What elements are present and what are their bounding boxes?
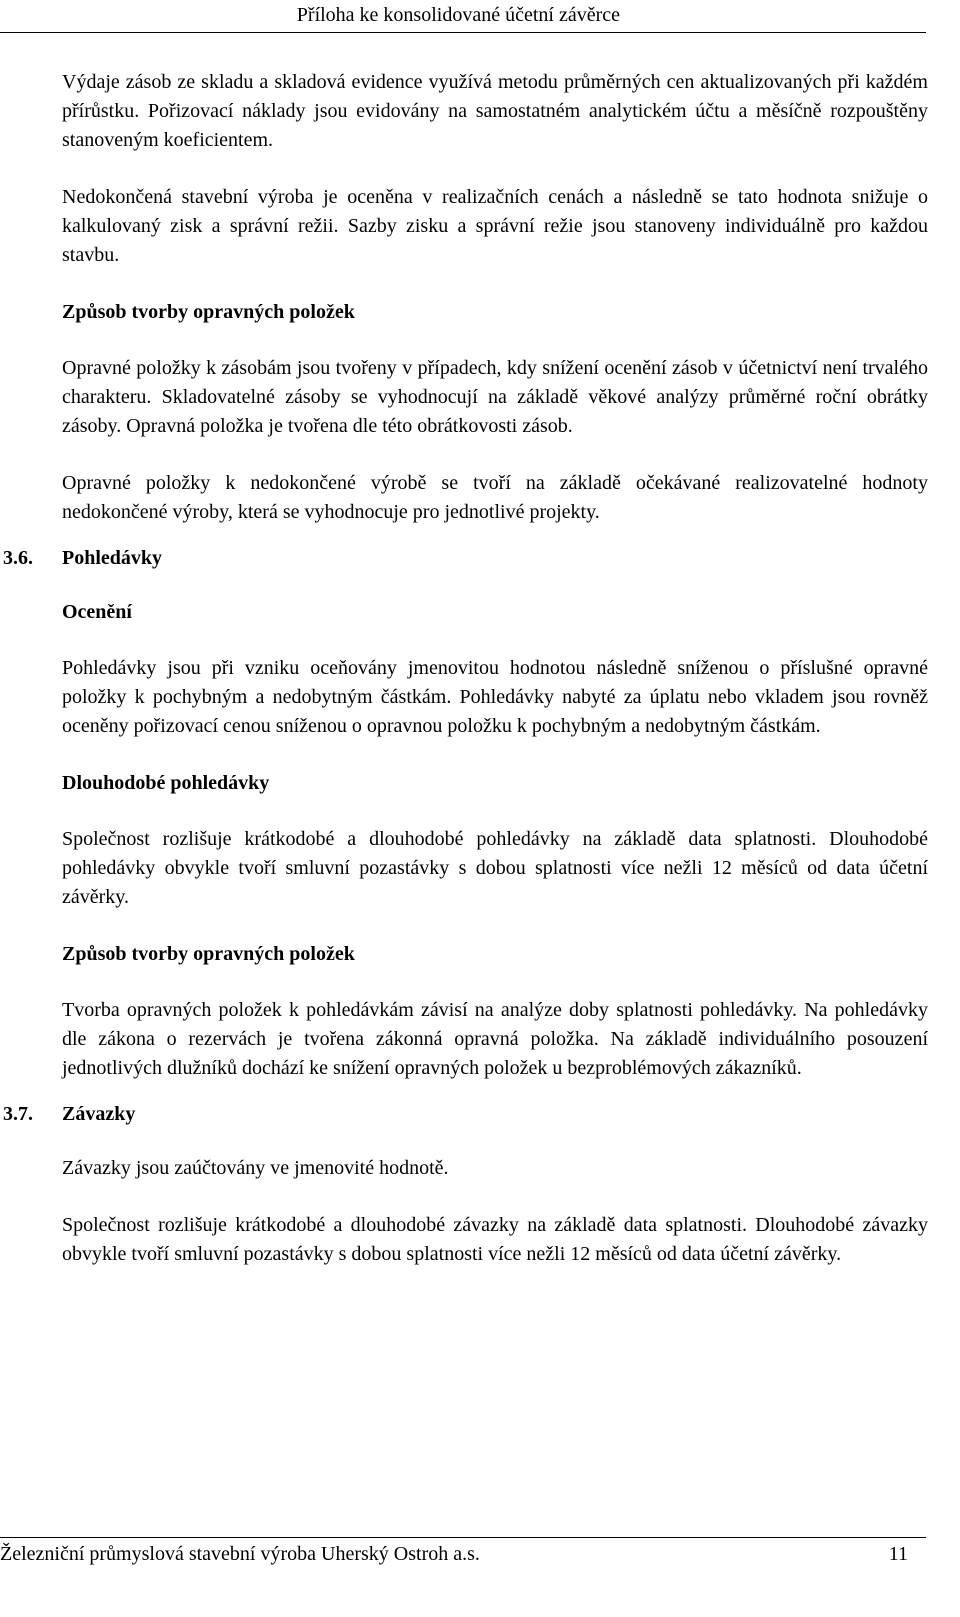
paragraph-long-term-receivables: Společnost rozlišuje krátkodobé a dlouhodobé pohledávky na základě data splatnosti. Dlouhodobé pohledávky obvykle tvoří smluvní pozastávky s dobou splatnosti více nežli 12 měsíců od data účetní závěrky.: [62, 828, 928, 908]
paragraph-liabilities-valuation: Závazky jsou zaúčtovány ve jmenovité hodnotě.: [62, 1157, 449, 1179]
paragraph-receivables-valuation: Pohledávky jsou při vzniku oceňovány jmenovitou hodnotou následně sníženou o příslušné opravné položky k pochybným a nedobytným částkám. Pohledávky nabyté za úplatu nebo vkladem jsou rovněž oceněny pořizovací cenou sníženou o opravnou položku k pochybným a nedobytným částkám.: [62, 657, 928, 737]
subheading-inventory-provisions: Způsob tvorby opravných položek: [62, 301, 355, 323]
section-heading-liabilities: [3, 1100, 928, 1129]
subheading-long-term-receivables: Dlouhodobé pohledávky: [62, 772, 270, 794]
paragraph-liabilities-split: Společnost rozlišuje krátkodobé a dlouhodobé závazky na základě data splatnosti. Dlouhodobé závazky obvykle tvoří smluvní pozastávky s dobou splatnosti více nežli 12 měsíců od data účetní závěrky.: [62, 1214, 928, 1265]
section-title: Pohledávky: [62, 547, 163, 569]
section-title: Závazky: [62, 1103, 136, 1125]
section-number: 3.6.: [3, 547, 33, 569]
footer-company-name: Železniční průmyslová stavební výroba Uherský Ostroh a.s.: [0, 1543, 480, 1565]
page-number: 11: [888, 1543, 908, 1565]
page-header: [0, 0, 926, 33]
subheading-receivables-provisions: Způsob tvorby opravných položek: [62, 943, 355, 965]
paragraph-work-in-progress: Nedokončená stavební výroba je oceněna v realizačních cenách a následně se tato hodnota snižuje o kalkulovaný zisk a správní režii. Sazby zisku a správní režie jsou stanoveny individuálně pro každou stavbu.: [62, 186, 928, 266]
paragraph-wip-provisions: Opravné položky k nedokončené výrobě se tvoří na základě očekávané realizovatelné hodnoty nedokončené výroby, která se vyhodnocuje pro jednotlivé projekty.: [62, 472, 928, 523]
paragraph-inventory-provisions: Opravné položky k zásobám jsou tvořeny v případech, kdy snížení ocenění zásob v účetnictví není trvalého charakteru. Skladovatelné zásoby se vyhodnocují na základě věkové analýzy průměrné roční obrátky zásoby. Opravná položka je tvořena dle této obrátkovosti zásob.: [62, 357, 928, 437]
section-heading-receivables: [3, 544, 928, 573]
header-title: Příloha ke konsolidované účetní závěrce: [296, 4, 620, 26]
section-number: 3.7.: [3, 1103, 33, 1125]
subheading-valuation: Ocenění: [62, 601, 132, 623]
page-footer: [0, 1537, 926, 1578]
document-body: [3, 68, 928, 1269]
paragraph-receivables-provisions: Tvorba opravných položek k pohledávkám závisí na analýze doby splatnosti pohledávky. Na pohledávky dle zákona o rezervách je tvořena zákonná opravná položka. Na základě individuálního posouzení jednotlivých dlužníků dochází ke snížení opravných položek u bezproblémových zákazníků.: [62, 999, 928, 1079]
paragraph-inventory-issue: Výdaje zásob ze skladu a skladová evidence využívá metodu průměrných cen aktualizovaných při každém přírůstku. Pořizovací náklady jsou evidovány na samostatném analytickém účtu a měsíčně rozpouštěny stanoveným koeficientem.: [62, 71, 928, 151]
